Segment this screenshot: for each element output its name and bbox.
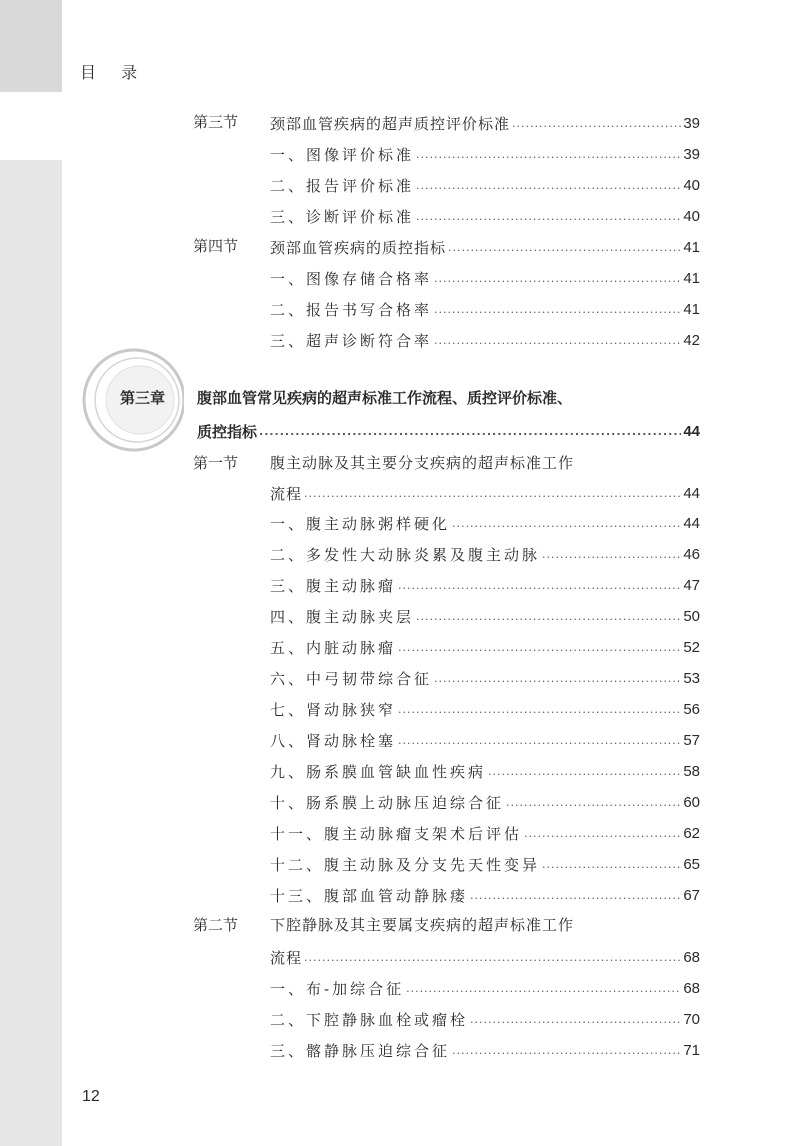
toc-item[interactable]	[270, 728, 700, 752]
toc-section-c3s2[interactable]	[270, 945, 700, 969]
toc-item[interactable]	[270, 852, 700, 876]
toc-item[interactable]	[270, 142, 700, 166]
item-title: 十三、腹部血管动静脉瘘	[270, 886, 469, 905]
toc-item[interactable]	[270, 328, 700, 352]
toc-item[interactable]	[270, 266, 700, 290]
leader-dots	[434, 303, 681, 316]
leader-dots	[448, 241, 681, 254]
section-label: 第二节	[193, 916, 239, 934]
section-label: 第三节	[193, 113, 239, 131]
chapter-title-line2: 质控指标	[197, 422, 258, 441]
item-title: 五、内脏动脉瘤	[270, 638, 397, 657]
page-ref: 39	[683, 114, 700, 132]
page-ref: 46	[683, 545, 700, 563]
toc-item[interactable]	[270, 635, 700, 659]
item-title: 十二、腹主动脉及分支先天性变异	[270, 855, 541, 874]
leader-dots	[434, 334, 681, 347]
toc-section-4[interactable]	[270, 235, 700, 259]
toc-section-3[interactable]	[270, 111, 700, 135]
toc-item[interactable]	[270, 1007, 700, 1031]
item-title: 四、腹主动脉夹层	[270, 607, 415, 626]
item-title: 二、下腔静脉血栓或瘤栓	[270, 1010, 469, 1029]
leader-dots	[416, 148, 681, 161]
page-ref: 65	[683, 855, 700, 873]
page-ref: 44	[683, 514, 700, 532]
page-ref: 62	[683, 824, 700, 842]
toc-item[interactable]	[270, 511, 700, 535]
sidebar-tab-top	[0, 0, 62, 92]
page-ref: 40	[683, 176, 700, 194]
toc-item[interactable]	[270, 790, 700, 814]
leader-dots	[406, 982, 681, 995]
toc-item[interactable]	[270, 573, 700, 597]
sidebar-band	[0, 160, 62, 1146]
leader-dots	[416, 610, 681, 623]
page-ref: 50	[683, 607, 700, 625]
leader-dots	[398, 734, 681, 747]
leader-dots	[470, 889, 681, 902]
leader-dots	[524, 827, 681, 840]
toc-item[interactable]	[270, 542, 700, 566]
page-ref: 42	[683, 331, 700, 349]
page-ref: 68	[683, 979, 700, 997]
page-ref: 40	[683, 207, 700, 225]
item-title: 二、报告书写合格率	[270, 300, 433, 319]
page-ref: 52	[683, 638, 700, 656]
item-title: 六、中弓韧带综合征	[270, 669, 433, 688]
section-title-line2: 流程	[270, 484, 303, 503]
item-title: 十、肠系膜上动脉压迫综合征	[270, 793, 505, 812]
page-ref: 41	[683, 238, 700, 256]
item-title: 二、多发性大动脉炎累及腹主动脉	[270, 545, 541, 564]
toc-item[interactable]	[270, 173, 700, 197]
leader-dots	[398, 641, 681, 654]
leader-dots	[434, 672, 681, 685]
toc-item[interactable]	[270, 297, 700, 321]
leader-dots	[259, 425, 681, 438]
chapter-label: 第三章	[120, 389, 166, 407]
leader-dots	[398, 579, 681, 592]
page-header: 目 录	[80, 63, 148, 82]
leader-dots	[304, 951, 681, 964]
page-ref: 70	[683, 1010, 700, 1028]
section-label: 第一节	[193, 454, 239, 472]
leader-dots	[452, 517, 681, 530]
leader-dots	[398, 703, 681, 716]
leader-dots	[304, 487, 681, 500]
leader-dots	[416, 179, 681, 192]
page-ref: 71	[683, 1041, 700, 1059]
toc-item[interactable]	[270, 666, 700, 690]
item-title: 八、肾动脉栓塞	[270, 731, 397, 750]
leader-dots	[512, 117, 681, 130]
item-title: 二、报告评价标准	[270, 176, 415, 195]
toc-item[interactable]	[270, 697, 700, 721]
toc-item[interactable]	[270, 204, 700, 228]
toc-item[interactable]	[270, 759, 700, 783]
item-title: 九、肠系膜血管缺血性疾病	[270, 762, 487, 781]
section-label: 第四节	[193, 237, 239, 255]
item-title: 一、布-加综合征	[270, 979, 405, 998]
page-ref: 58	[683, 762, 700, 780]
page-ref: 44	[683, 484, 700, 502]
page-ref: 41	[683, 269, 700, 287]
toc-item[interactable]	[270, 883, 700, 907]
item-title: 一、腹主动脉粥样硬化	[270, 514, 451, 533]
page-ref: 53	[683, 669, 700, 687]
item-title: 一、图像存储合格率	[270, 269, 433, 288]
item-title: 一、图像评价标准	[270, 145, 415, 164]
leader-dots	[488, 765, 681, 778]
page-ref: 47	[683, 576, 700, 594]
page-ref: 57	[683, 731, 700, 749]
leader-dots	[506, 796, 681, 809]
item-title: 三、腹主动脉瘤	[270, 576, 397, 595]
leader-dots	[542, 548, 681, 561]
toc-item[interactable]	[270, 1038, 700, 1062]
section-title: 颈部血管疾病的质控指标	[270, 238, 447, 257]
leader-dots	[416, 210, 681, 223]
item-title: 七、肾动脉狭窄	[270, 700, 397, 719]
page-number: 12	[82, 1088, 100, 1105]
toc-item[interactable]	[270, 604, 700, 628]
page-ref: 68	[683, 948, 700, 966]
leader-dots	[434, 272, 681, 285]
leader-dots	[452, 1044, 681, 1057]
toc-item[interactable]	[270, 976, 700, 1000]
toc-section-c3s1[interactable]	[270, 481, 700, 505]
leader-dots	[470, 1013, 681, 1026]
chapter-title-line1[interactable]: 腹部血管常见疾病的超声标准工作流程、质控评价标准、	[197, 389, 573, 407]
section-title-line1[interactable]: 腹主动脉及其主要分支疾病的超声标准工作	[270, 454, 575, 472]
page-ref: 67	[683, 886, 700, 904]
item-title: 三、髂静脉压迫综合征	[270, 1041, 451, 1060]
item-title: 三、诊断评价标准	[270, 207, 415, 226]
section-title-line1[interactable]: 下腔静脉及其主要属支疾病的超声标准工作	[270, 916, 575, 934]
item-title: 三、超声诊断符合率	[270, 331, 433, 350]
page-ref: 56	[683, 700, 700, 718]
toc-item[interactable]	[270, 821, 700, 845]
leader-dots	[542, 858, 681, 871]
section-title-line2: 流程	[270, 948, 303, 967]
page-ref: 39	[683, 145, 700, 163]
section-title: 颈部血管疾病的超声质控评价标准	[270, 114, 511, 133]
item-title: 十一、腹主动脉瘤支架术后评估	[270, 824, 523, 843]
toc-chapter-3[interactable]	[197, 419, 700, 443]
page-ref: 60	[683, 793, 700, 811]
page-ref: 41	[683, 300, 700, 318]
page-ref: 44	[683, 422, 700, 440]
